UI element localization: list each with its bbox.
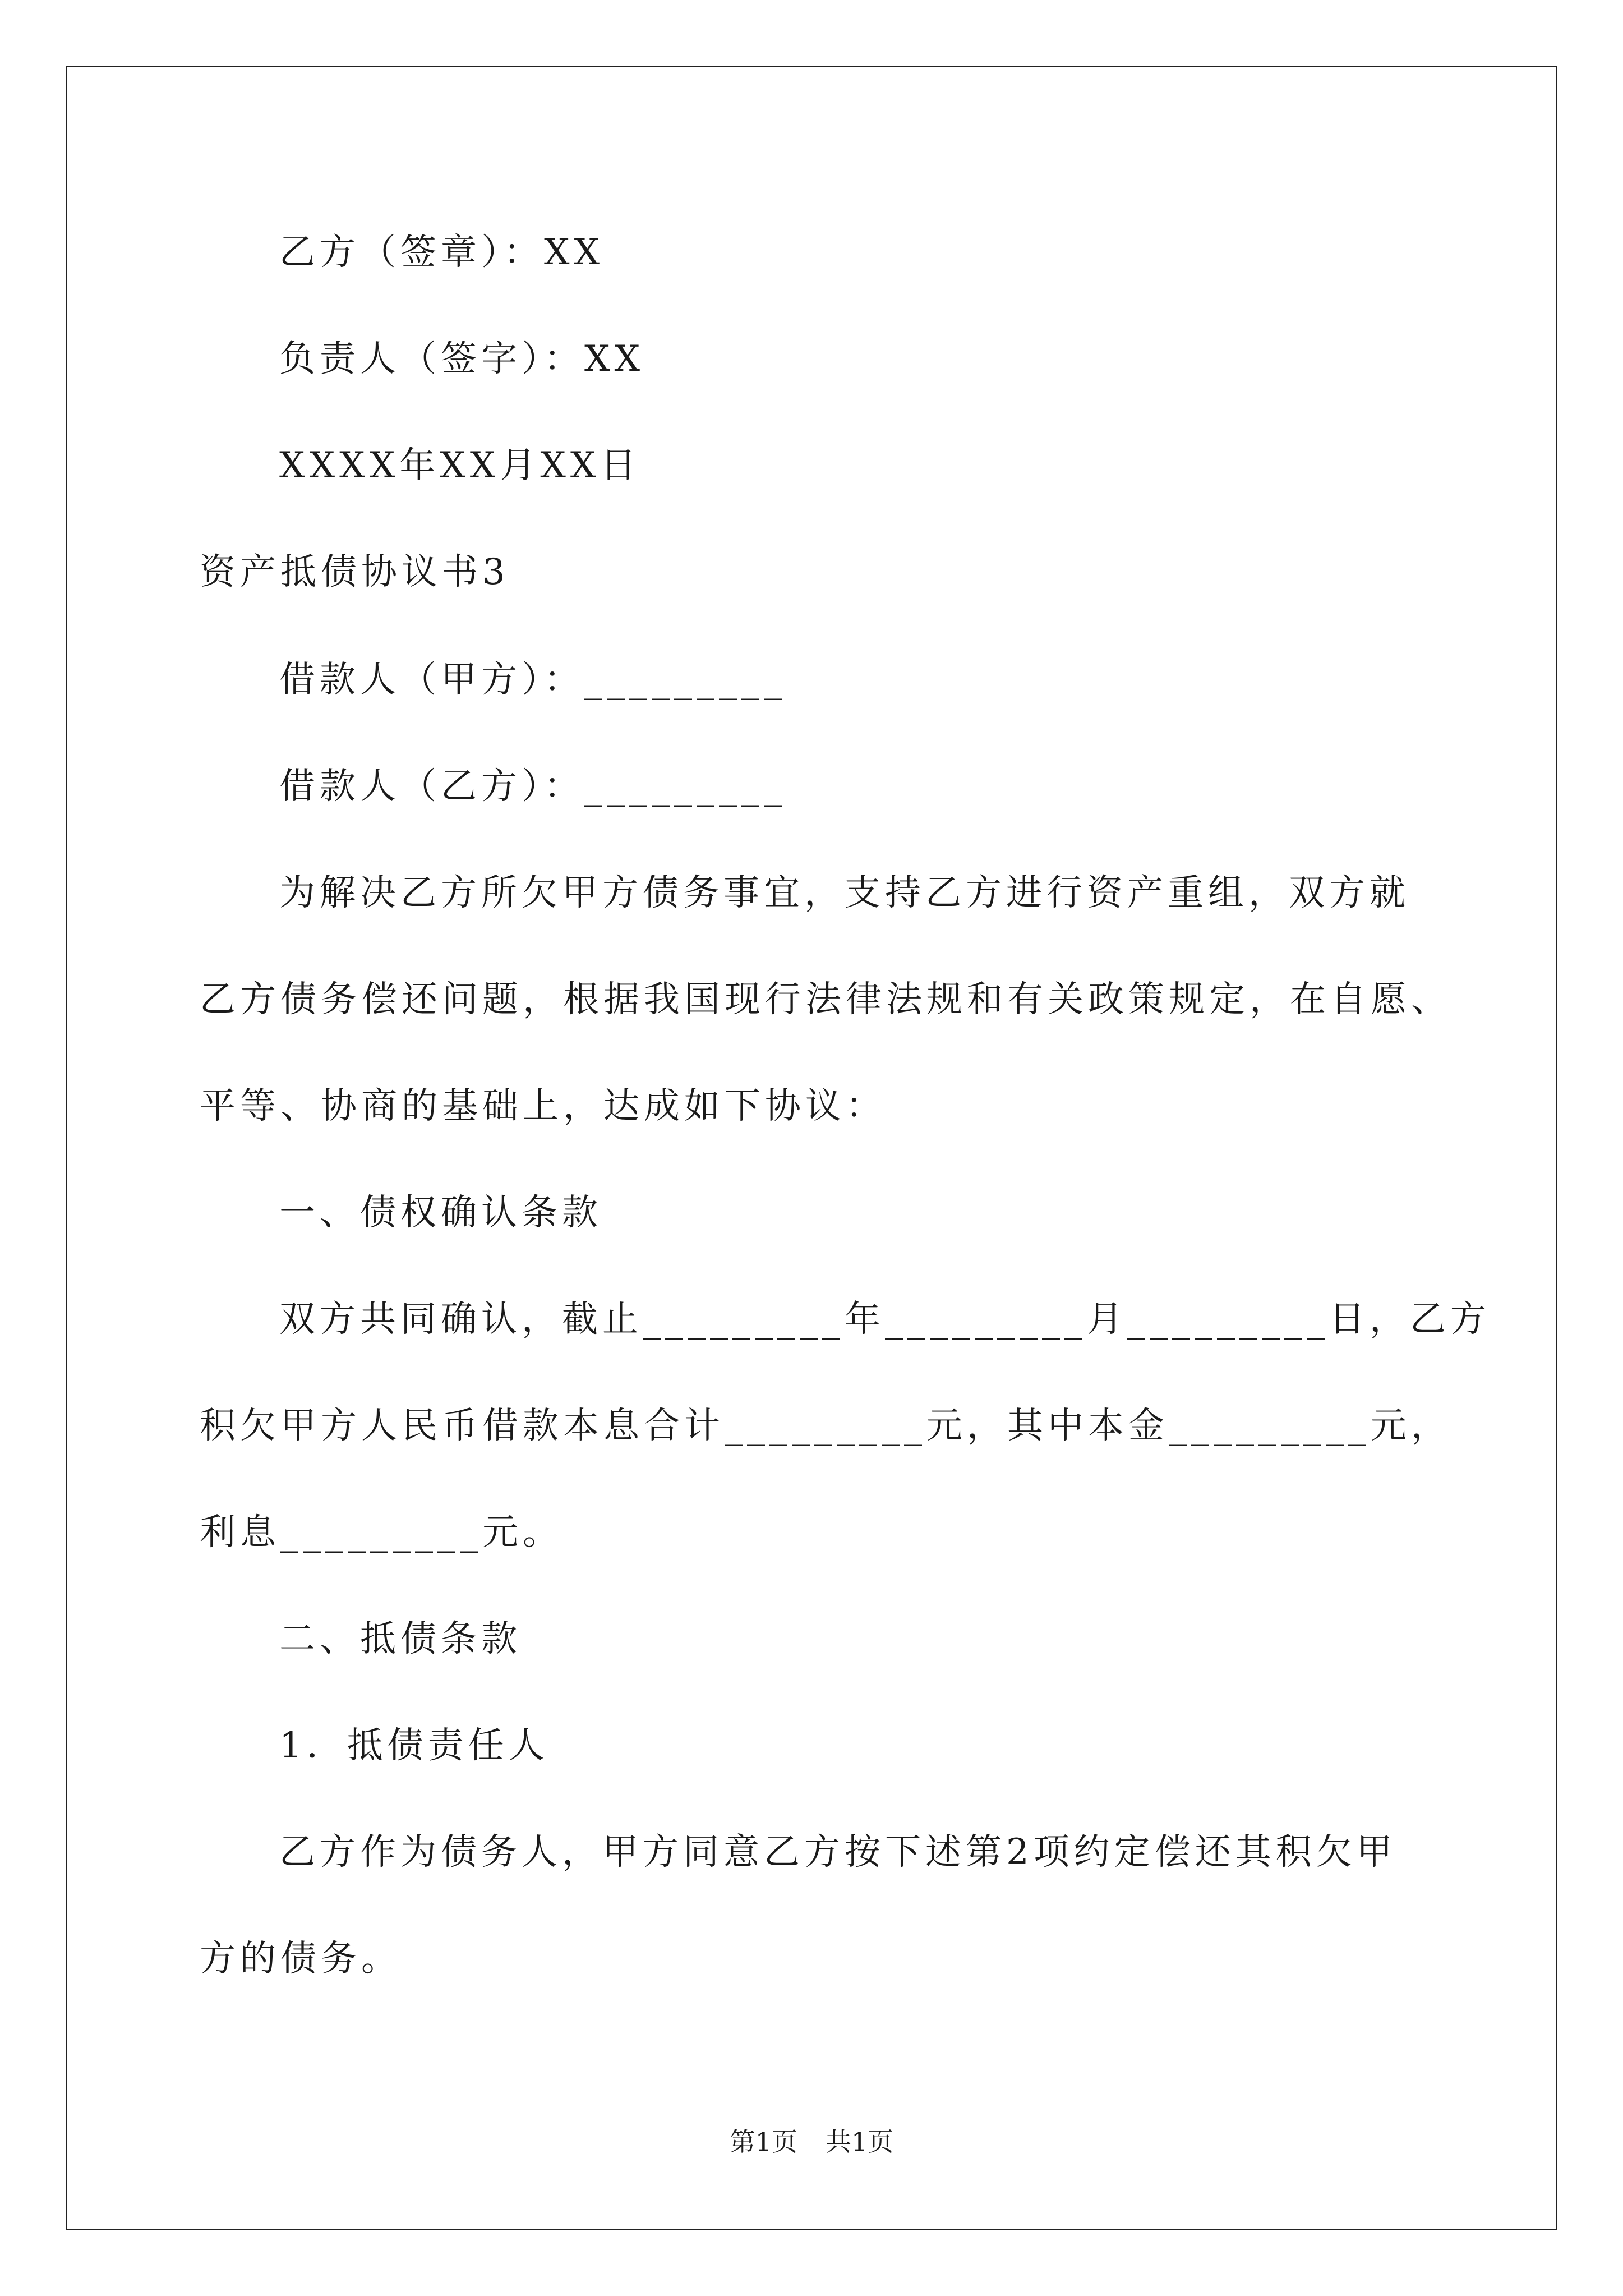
- paragraph-intro-line-3: 平等、协商的基础上，达成如下协议：: [200, 1085, 886, 1127]
- page-number-label: 第1页: [729, 2127, 797, 2157]
- borrower-party-b-line: 借款人（乙方）：_________: [279, 766, 786, 807]
- page-border: [66, 66, 1557, 2230]
- paragraph-responsible-line-2: 方的债务。: [200, 1938, 402, 1980]
- paragraph-confirmation-line-3: 利息_________元。: [200, 1512, 563, 1553]
- section-heading-debt-confirmation: 一、债权确认条款: [279, 1192, 602, 1234]
- paragraph-intro-line-2: 乙方债务偿还问题，根据我国现行法律法规和有关政策规定，在自愿、: [200, 979, 1451, 1020]
- section-heading-debt-offset: 二、抵债条款: [279, 1618, 522, 1660]
- paragraph-intro-line-1: 为解决乙方所欠甲方债务事宜，支持乙方进行资产重组，双方就: [279, 872, 1410, 914]
- party-b-signature-line: 乙方（签章）：XX: [279, 232, 605, 273]
- responsible-person-signature-line: 负责人（签字）：XX: [279, 338, 645, 380]
- subsection-heading-responsible-party: 1．抵债责任人: [279, 1725, 549, 1766]
- paragraph-confirmation-line-1: 双方共同确认，截止_________年_________月_________日，乙方: [279, 1299, 1491, 1340]
- date-line: XXXX年XX月XX日: [279, 445, 641, 486]
- document-title: 资产抵债协议书3: [200, 551, 510, 593]
- paragraph-responsible-line-1: 乙方作为债务人，甲方同意乙方按下述第2项约定偿还其积欠甲: [279, 1832, 1397, 1873]
- page-footer: [0, 2125, 1623, 2159]
- paragraph-confirmation-line-2: 积欠甲方人民币借款本息合计_________元，其中本金_________元，: [200, 1405, 1451, 1447]
- total-pages-label: 共1页: [826, 2127, 894, 2157]
- borrower-party-a-line: 借款人（甲方）：_________: [279, 659, 786, 701]
